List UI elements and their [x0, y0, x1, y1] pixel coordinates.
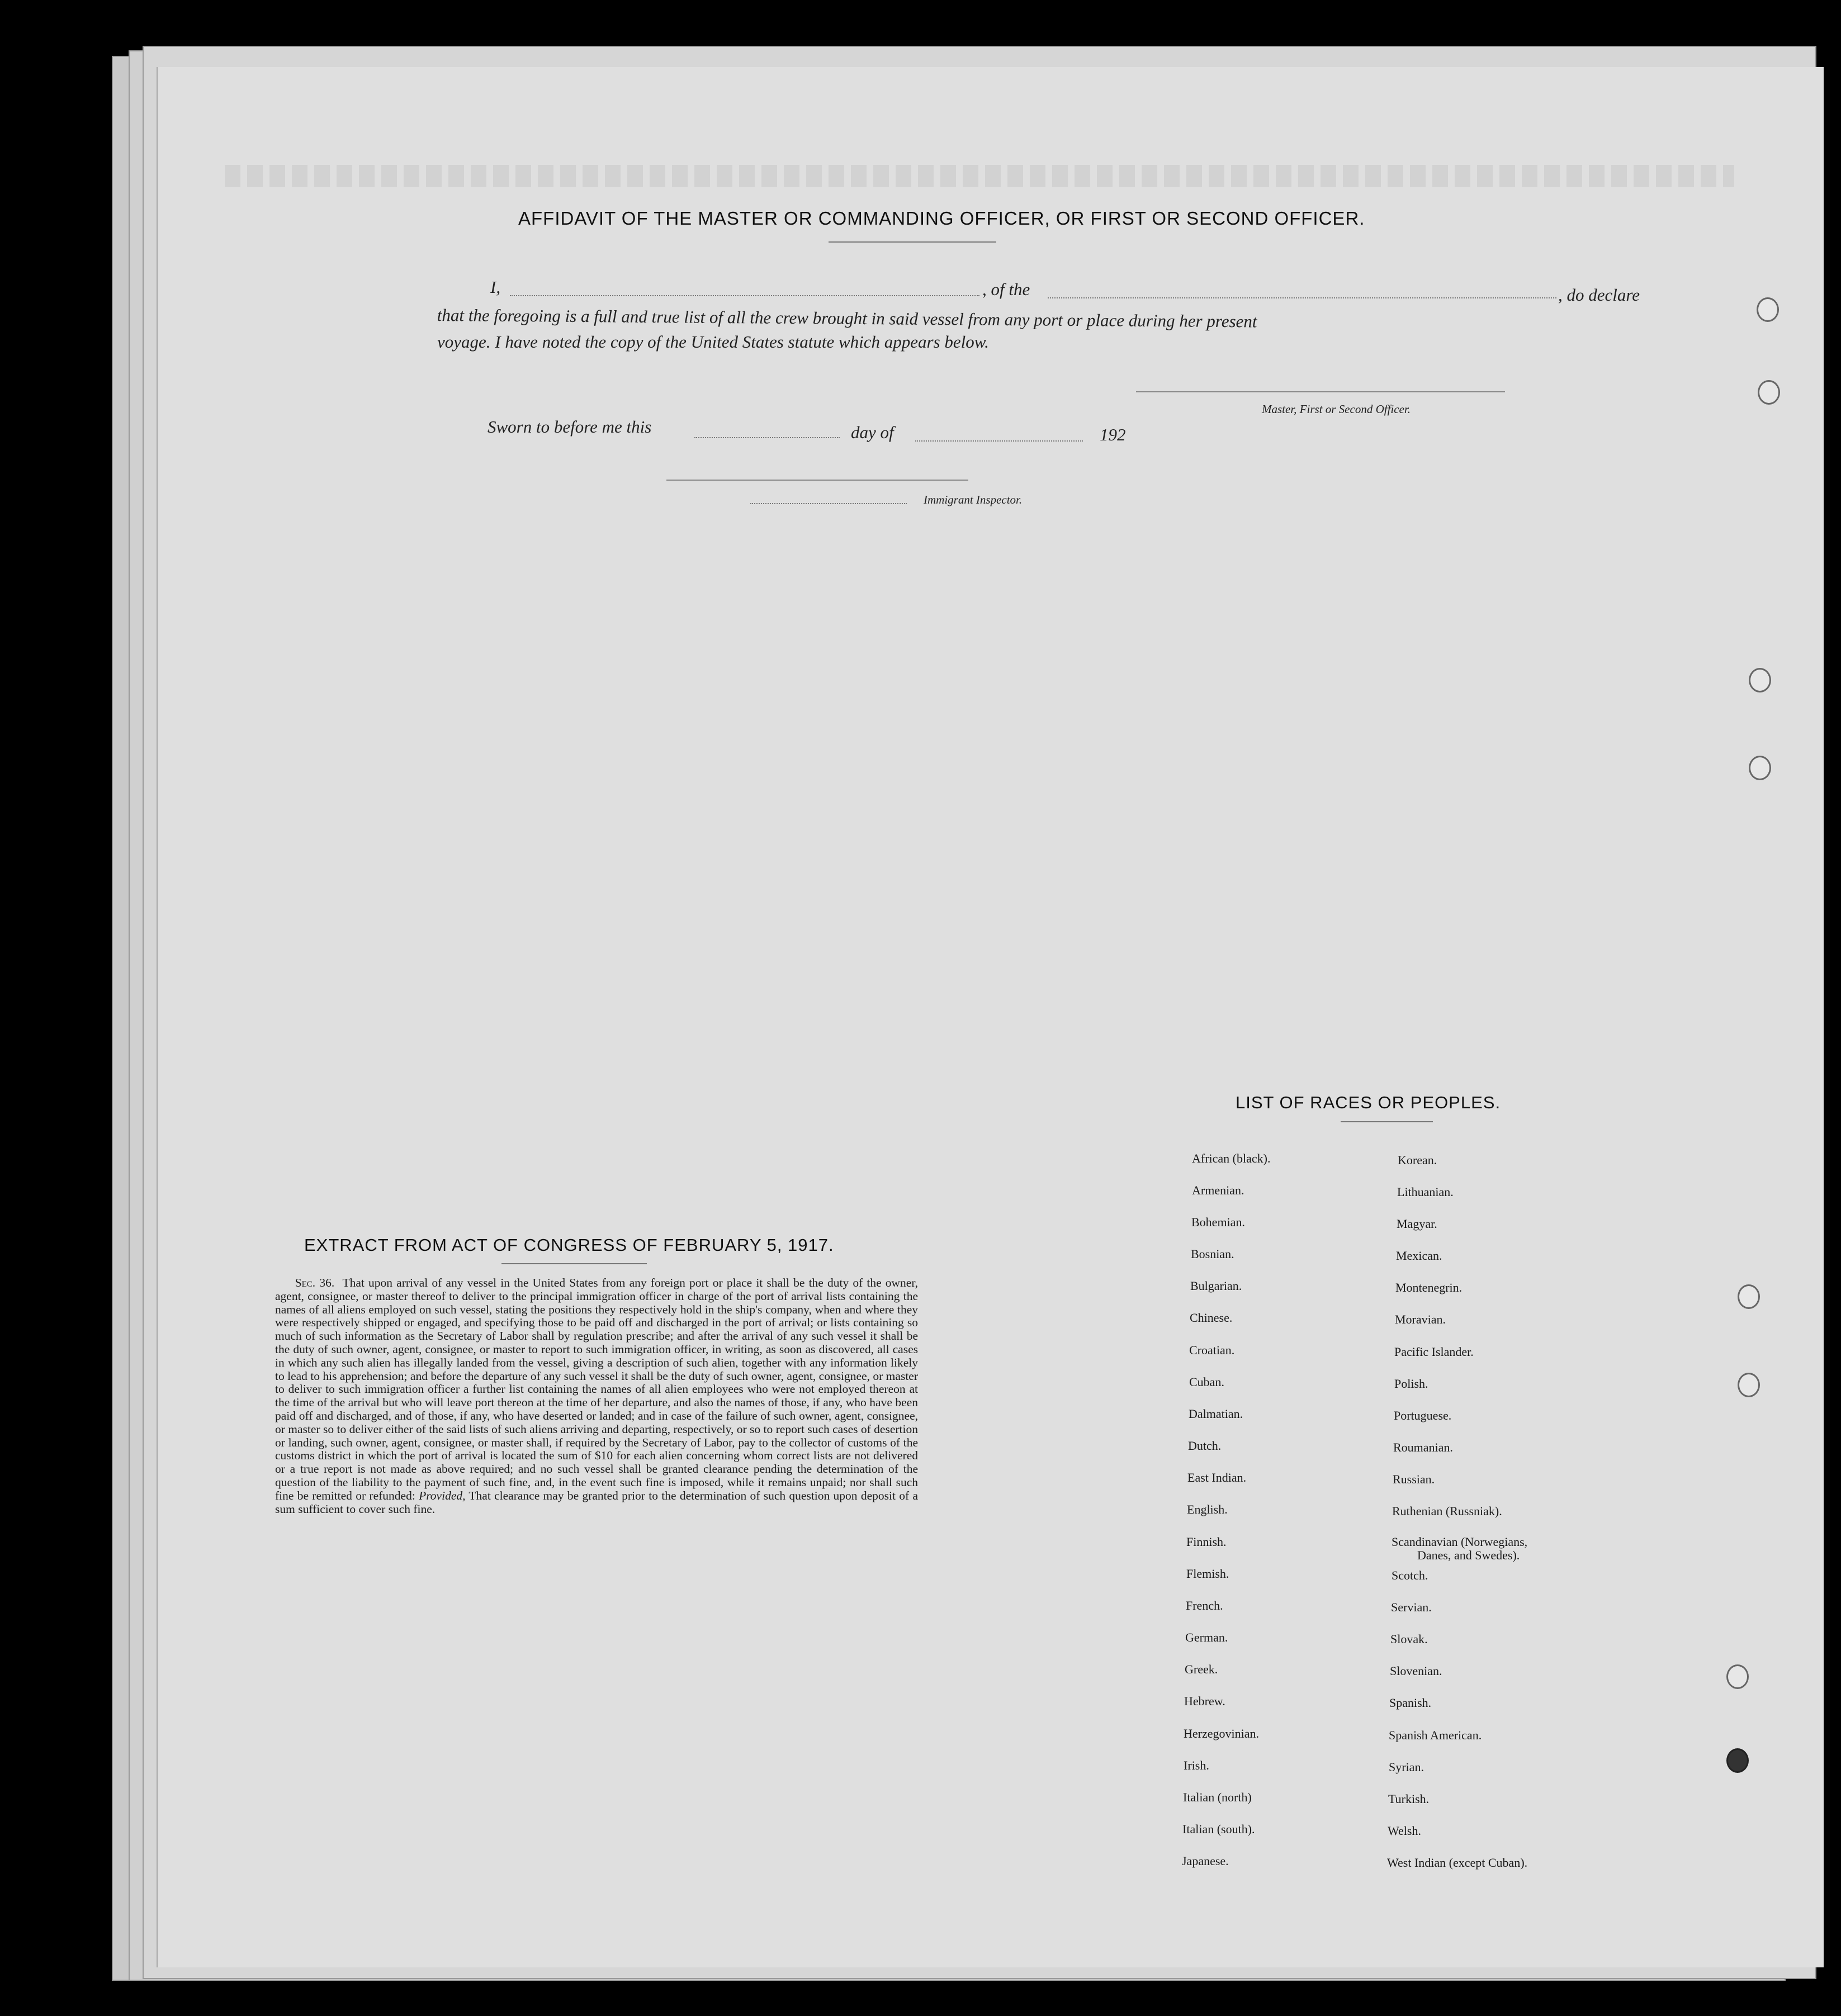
extract-heading: EXTRACT FROM ACT OF CONGRESS OF FEBRUARY 5, 1917.: [304, 1235, 834, 1255]
race-item: Cuban.: [1189, 1375, 1224, 1389]
bleed-through-text: [225, 165, 1734, 187]
year-prefix: 192: [1100, 425, 1126, 444]
officer-signature-caption: Master, First or Second Officer.: [1262, 402, 1411, 416]
race-item: Polish.: [1394, 1377, 1428, 1391]
affidavit-of-the: , of the: [982, 279, 1030, 299]
race-item: African (black).: [1192, 1151, 1271, 1165]
race-item: Dutch.: [1188, 1439, 1222, 1453]
race-item: Welsh.: [1388, 1824, 1421, 1838]
extract-text-end: That clearance may be granted prior to the determination of such question upon deposit of a sum sufficient to cover such fine.: [275, 1488, 918, 1516]
race-item-continuation: Danes, and Swedes).: [1417, 1548, 1520, 1562]
race-item: Syrian.: [1389, 1760, 1424, 1774]
races-heading: LIST OF RACES OR PEOPLES.: [1236, 1093, 1501, 1112]
race-item: English.: [1187, 1502, 1228, 1516]
binder-hole: [1738, 1284, 1760, 1309]
race-item: East Indian.: [1187, 1471, 1247, 1484]
binder-hole: [1726, 1748, 1749, 1773]
race-item: Bohemian.: [1191, 1215, 1245, 1229]
extract-text: That upon arrival of any vessel in the United States from any foreign port or place it shall be the duty of the owner, agent, consignee, or master thereof to deliver to the principal immigration officer in charge of the port of arrival lists containing the names of all aliens employed on such vessel, stating the positions they respectively hold in the ship's company, when and where they were respectively shipped or engaged, and specifying those to be paid off and discharged in the port of arrival; or lists containing so much of such information as the Secretary of Labor shall by regulation prescribe; and after the arrival of any such vessel it shall be the duty of such owner, agent, consignee, or master to report to such immigration officer, in writing, as soon as discovered, all cases in which any such alien has illegally landed from the vessel, giving a description of such alien, together with any information likely to lead to his apprehension; and before the departure of any such vessel it shall be the duty of such owner, agent, consignee, or master to deliver to such immigration officer a further list containing the names of all alien employees who were not employed thereon at the time of the arrival but who will leave port thereon at the time of her departure, and also the names of those, if any, who have been paid off and discharged, and of those, if any, who have deserted or landed; and in case of the failure of such owner, agent, consignee, or master so to deliver either of the said lists of such aliens arriving and departing, respectively, or so to report such cases of desertion or landing, such owner, agent, consignee, or master shall, if required by the Secretary of Labor, pay to the collector of customs of the customs district in which the port of arrival is located the sum of $10 for each alien concerning whom correct lists are not delivered or a true report is not made as above required; and no such vessel shall be granted clearance pending the determination of the question of the liability to the payment of such fine, and, in the event such fine is imposed, while it remains unpaid; nor shall such fine be remitted or refunded:: [275, 1276, 919, 1502]
race-item: Lithuanian.: [1397, 1185, 1454, 1199]
race-item: Finnish.: [1186, 1535, 1227, 1549]
race-item: Herzegovinian.: [1184, 1726, 1259, 1740]
affidavit-heading: AFFIDAVIT OF THE MASTER OR COMMANDING OFFICER, OR FIRST OR SECOND OFFICER.: [518, 208, 1365, 229]
race-item: Korean.: [1398, 1153, 1437, 1167]
affidavit-statement: that the foregoing is a full and true list of all the crew brought in said vessel from any port or place during her present: [437, 305, 1257, 331]
race-item: Scotch.: [1392, 1568, 1428, 1582]
heading-rule: [829, 241, 996, 243]
race-item: Montenegrin.: [1395, 1280, 1463, 1294]
sworn-day-blank[interactable]: [694, 437, 840, 438]
extract-heading-rule: [501, 1263, 647, 1264]
race-item: Spanish American.: [1389, 1728, 1482, 1742]
binder-hole: [1749, 668, 1771, 692]
race-item: Servian.: [1391, 1600, 1432, 1614]
race-item: Slovenian.: [1390, 1664, 1442, 1678]
race-item: Bulgarian.: [1190, 1279, 1242, 1293]
provided-term: Provided,: [419, 1488, 466, 1502]
day-of-text: day of: [851, 423, 894, 442]
race-item: Hebrew.: [1184, 1694, 1225, 1708]
binder-hole: [1749, 756, 1771, 780]
race-item: Moravian.: [1395, 1312, 1446, 1326]
race-item: Irish.: [1184, 1758, 1209, 1772]
section-label: Sec. 36.: [295, 1276, 335, 1289]
race-item: Greek.: [1185, 1662, 1218, 1676]
race-item: Flemish.: [1186, 1567, 1229, 1581]
race-item: Bosnian.: [1191, 1247, 1234, 1261]
sworn-month-blank[interactable]: [915, 440, 1083, 442]
race-item: Italian (north): [1183, 1790, 1252, 1804]
race-item: Mexican.: [1396, 1249, 1442, 1263]
race-item: French.: [1186, 1598, 1223, 1612]
inspector-leader: [750, 503, 907, 504]
race-item: Russian.: [1393, 1472, 1435, 1486]
binder-hole: [1726, 1664, 1749, 1689]
race-item: Chinese.: [1190, 1311, 1233, 1325]
binder-hole: [1758, 380, 1780, 405]
race-item: Turkish.: [1388, 1792, 1430, 1806]
affidavit-statute-note: voyage. I have noted the copy of the United States statute which appears below.: [437, 332, 989, 352]
race-item: Armenian.: [1192, 1183, 1244, 1197]
form-page: [157, 67, 1824, 1967]
affidavit-declare: , do declare: [1558, 285, 1640, 305]
race-item: Italian (south).: [1182, 1822, 1255, 1836]
officer-signature-line[interactable]: [1136, 391, 1505, 392]
race-item: Pacific Islander.: [1394, 1345, 1474, 1359]
race-item: Portuguese.: [1394, 1408, 1452, 1422]
inspector-signature-line[interactable]: [666, 480, 968, 481]
extract-body: [275, 1277, 918, 1516]
sworn-text: Sworn to before me this: [488, 417, 652, 437]
race-item: Dalmatian.: [1189, 1407, 1243, 1421]
races-heading-rule: [1341, 1121, 1433, 1122]
race-item: Ruthenian (Russniak).: [1392, 1504, 1502, 1518]
race-item: Slovak.: [1390, 1632, 1428, 1646]
race-item: Scandinavian (Norwegians,: [1392, 1535, 1528, 1549]
binder-hole: [1757, 297, 1779, 322]
race-item: Croatian.: [1189, 1343, 1235, 1357]
master-name-blank[interactable]: [510, 295, 979, 296]
race-item: Japanese.: [1182, 1854, 1229, 1868]
race-item: German.: [1185, 1630, 1228, 1644]
inspector-caption: Immigrant Inspector.: [924, 493, 1023, 506]
affidavit-i: I,: [490, 277, 501, 297]
vessel-name-blank[interactable]: [1048, 297, 1556, 298]
race-item: Spanish.: [1389, 1696, 1432, 1710]
binder-hole: [1738, 1373, 1760, 1397]
race-item: Roumanian.: [1393, 1440, 1453, 1454]
race-item: West Indian (except Cuban).: [1387, 1856, 1528, 1870]
race-item: Magyar.: [1397, 1217, 1437, 1231]
